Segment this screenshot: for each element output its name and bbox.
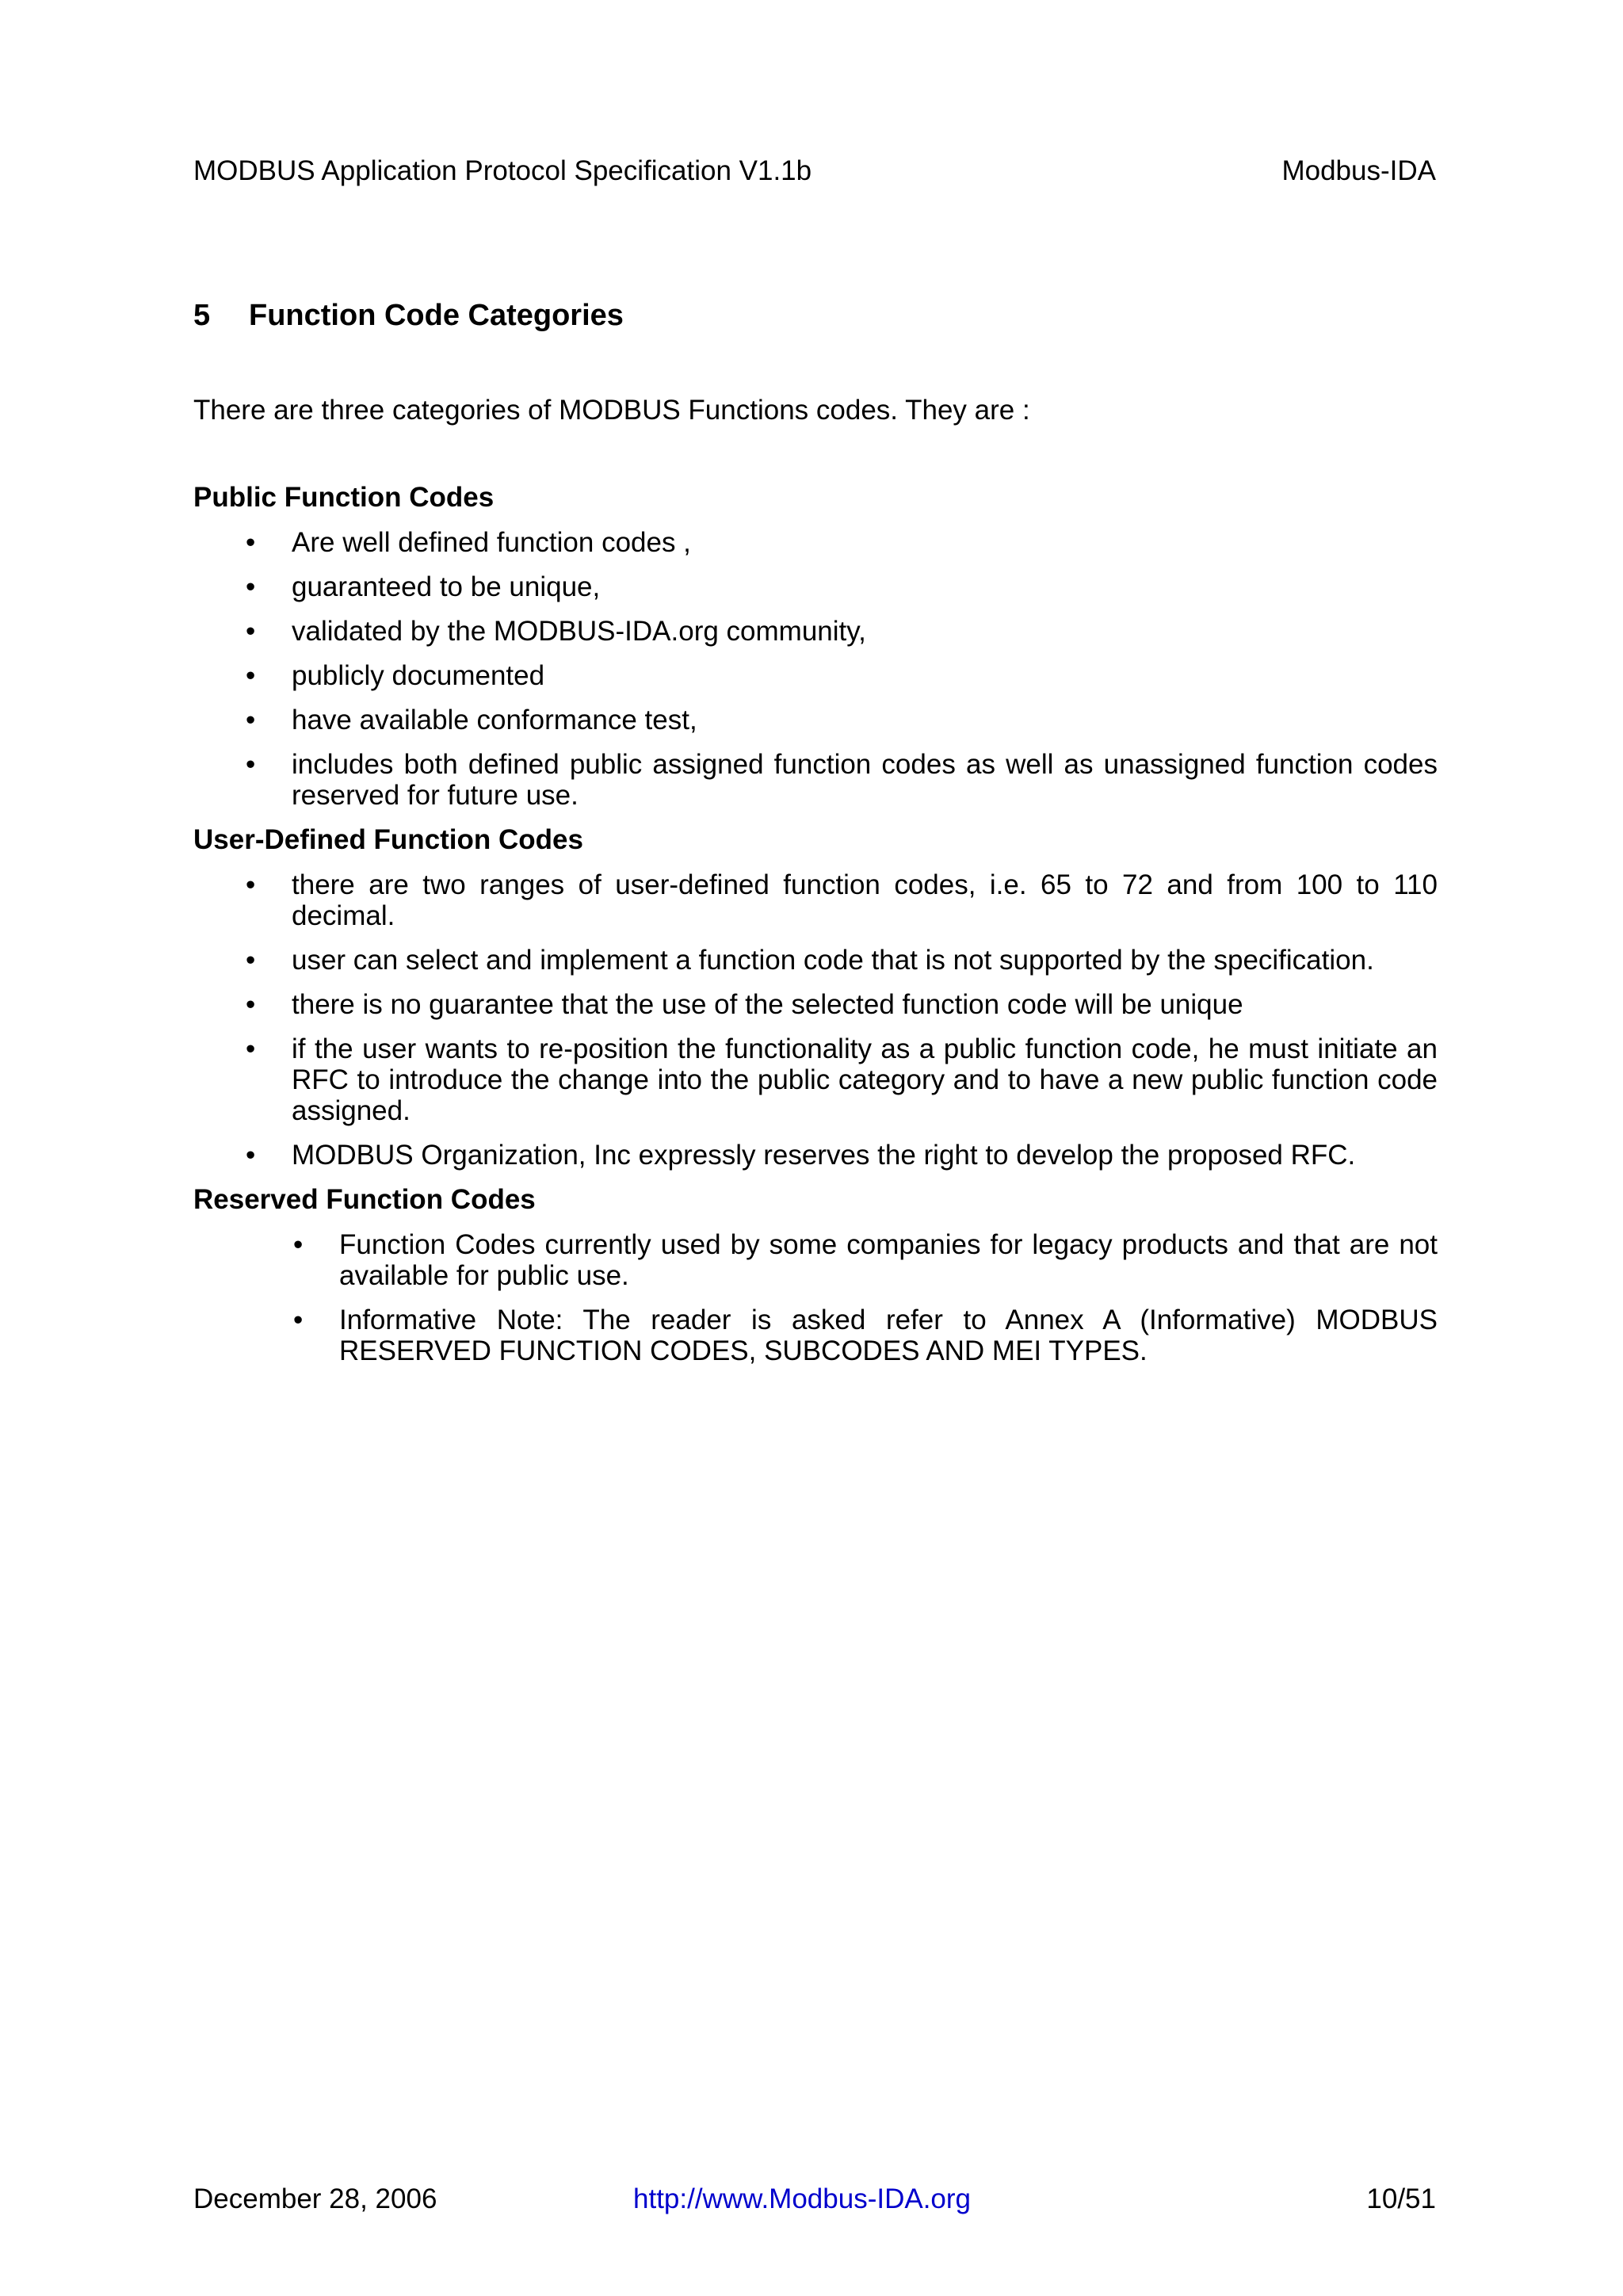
list-item xyxy=(193,660,1438,691)
bullet-icon: • xyxy=(246,989,256,1020)
list-item-text: there are two ranges of user-defined function codes, i.e. 65 to 72 and from 100 to 110 decimal. xyxy=(292,869,1438,931)
bullet-icon: • xyxy=(293,1229,304,1260)
list-item xyxy=(193,1305,1438,1366)
footer-page-number: 10/51 xyxy=(1366,2183,1436,2214)
bullet-icon: • xyxy=(246,749,256,780)
bullet-icon: • xyxy=(246,1033,256,1064)
list-item xyxy=(193,1033,1438,1126)
category-heading-user-defined: User-Defined Function Codes xyxy=(193,824,583,855)
section-heading xyxy=(193,298,624,333)
bullet-icon: • xyxy=(246,1140,256,1171)
reserved-codes-list xyxy=(193,1229,1438,1366)
list-item xyxy=(193,945,1438,976)
list-item-text: publicly documented xyxy=(292,660,545,691)
list-item xyxy=(193,527,1438,558)
bullet-icon: • xyxy=(246,869,256,900)
footer-date: December 28, 2006 xyxy=(193,2183,437,2214)
footer-website-link[interactable]: http://www.Modbus-IDA.org xyxy=(633,2183,971,2214)
public-codes-list xyxy=(193,527,1438,811)
list-item-text: Are well defined function codes , xyxy=(292,527,691,558)
page-header xyxy=(193,155,1436,187)
bullet-icon: • xyxy=(293,1305,304,1335)
list-item-text: includes both defined public assigned function codes as well as unassigned function codes reserved for future use. xyxy=(292,749,1438,811)
list-item-text: validated by the MODBUS-IDA.org community, xyxy=(292,616,866,647)
list-item xyxy=(193,989,1438,1020)
header-organization: Modbus-IDA xyxy=(1281,155,1436,186)
categories-content xyxy=(193,482,1438,1380)
user-defined-codes-list xyxy=(193,869,1438,1171)
list-item xyxy=(193,869,1438,931)
list-item-text: Function Codes currently used by some companies for legacy products and that are not available for public use. xyxy=(339,1229,1438,1291)
list-item xyxy=(193,749,1438,811)
list-item-text: have available conformance test, xyxy=(292,705,697,735)
bullet-icon: • xyxy=(246,616,256,647)
header-document-title: MODBUS Application Protocol Specification V1.1b xyxy=(193,155,812,186)
bullet-icon: • xyxy=(246,945,256,976)
bullet-icon: • xyxy=(246,527,256,558)
list-item xyxy=(193,571,1438,602)
list-item-text: user can select and implement a function code that is not supported by the specification. xyxy=(292,945,1374,976)
bullet-icon: • xyxy=(246,660,256,691)
section-number: 5 xyxy=(193,299,211,332)
list-item-text: Informative Note: The reader is asked refer to Annex A (Informative) MODBUS RESERVED FUNCTION CODES, SUBCODES AND MEI TYPES. xyxy=(339,1305,1438,1366)
list-item xyxy=(193,1229,1438,1291)
bullet-icon: • xyxy=(246,571,256,602)
list-item-text: MODBUS Organization, Inc expressly reserves the right to develop the proposed RFC. xyxy=(292,1140,1356,1171)
list-item-text: guaranteed to be unique, xyxy=(292,571,601,602)
bullet-icon: • xyxy=(246,705,256,735)
list-item-text: if the user wants to re-position the functionality as a public function code, he must initiate an RFC to introduce the change into the public category and to have a new public function code assigned. xyxy=(292,1033,1438,1126)
list-item xyxy=(193,705,1438,735)
list-item-text: there is no guarantee that the use of the selected function code will be unique xyxy=(292,989,1243,1020)
intro-paragraph: There are three categories of MODBUS Functions codes. They are : xyxy=(193,395,1030,426)
category-heading-public: Public Function Codes xyxy=(193,482,495,513)
list-item xyxy=(193,1140,1438,1171)
section-title: Function Code Categories xyxy=(249,299,624,332)
list-item xyxy=(193,616,1438,647)
category-heading-reserved: Reserved Function Codes xyxy=(193,1184,536,1215)
